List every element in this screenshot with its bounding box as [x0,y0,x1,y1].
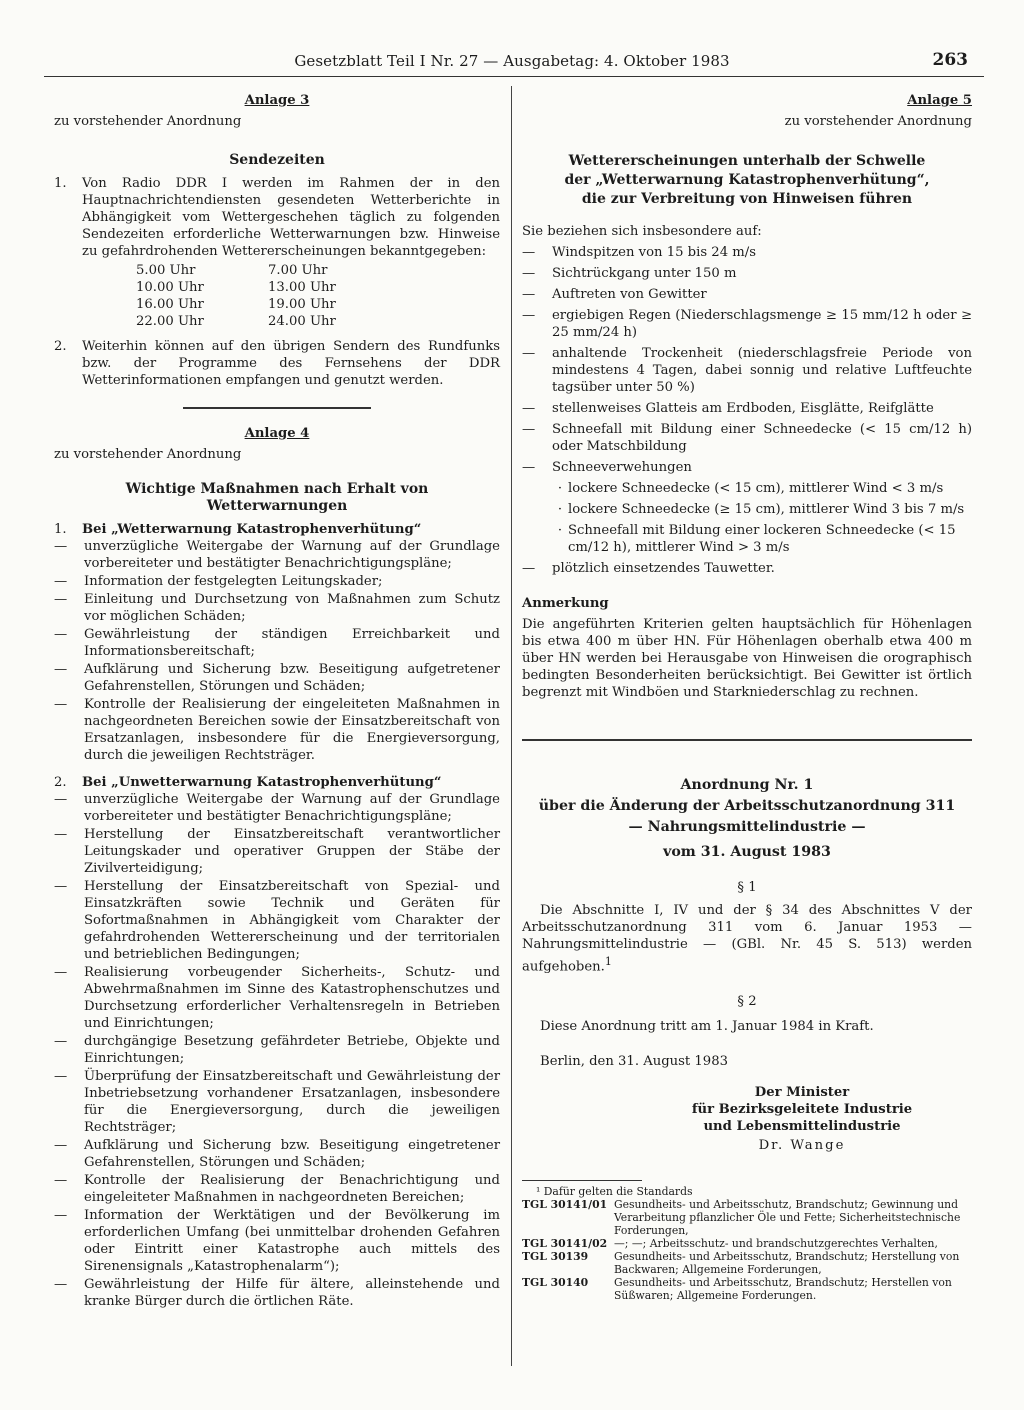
paragraph-2-text: Diese Anordnung tritt am 1. Januar 1984 in Kraft. [540,1019,874,1035]
footnote-entry: TGL 30141/02 —; —; Arbeitsschutz- und brandschutzgerechtes Verhalten, [522,1237,938,1251]
paragraph-1-heading: § 1 [737,880,757,895]
times-row: 16.00 Uhr 19.00 Uhr [136,297,336,312]
times-row: 5.00 Uhr 7.00 Uhr [136,263,328,278]
anlage3-item-2-text: Weiterhin können auf den übrigen Sendern des Rundfunks bzw. der Programme des Fernsehens der DDR Wetterinformationen empfangen und genutzt werden. [82,339,500,388]
list-item: — plötzlich einsetzendes Tauwetter. [522,561,775,576]
anlage4-sec2-heading: 2. Bei „Unwetterwarnung Katastrophenverhütung“ [54,775,442,790]
list-item: — stellenweises Glatteis am Erdboden, Eisglätte, Reifglätte [522,401,934,416]
times-row: 22.00 Uhr 24.00 Uhr [136,314,336,329]
anlage4-subtitle: zu vorstehender Anordnung [54,447,242,462]
anlage3-title: Anlage 3 [244,93,310,108]
anlage3-item-2: 2. Weiterhin können auf den übrigen Sendern des Rundfunks bzw. der Programme des Fernsehens der DDR Wetterinformationen empfangen und genutzt werden. [54,339,500,388]
list-item: — Schneefall mit Bildung einer Schneedecke (< 15 cm/12 h) oder Matschbildung [522,422,972,454]
footnote-entry: TGL 30139 Gesundheits- und Arbeitsschutz, Brandschutz; Herstellung von Backwaren; Allgemeine Forderungen, [522,1250,960,1277]
anlage5-sub-list [552,480,972,556]
anlage4-sec1-list [54,538,500,764]
list-item: — unverzügliche Weitergabe der Warnung auf der Grundlage vorbereiteter und bestätigter Benachrichtigungspläne; [54,792,500,824]
footnote-entry: TGL 30140 Gesundheits- und Arbeitsschutz, Brandschutz; Herstellen von Süßwaren; Allgemeine Forderungen. [522,1276,952,1303]
anlage5-intro: Sie beziehen sich insbesondere auf: [522,224,762,239]
anlage3-list [54,175,500,389]
header-title: Gesetzblatt Teil I Nr. 27 — Ausgabetag: 4. Oktober 1983 [294,52,730,70]
signature-name: Dr. Wange [758,1138,846,1154]
footnote-intro: ¹ Dafür gelten die Standards [536,1185,693,1199]
list-item: — unverzügliche Weitergabe der Warnung auf der Grundlage vorbereiteter und bestätigter Benachrichtigungspläne; [54,539,500,571]
paragraph-2-heading: § 2 [737,994,757,1010]
list-item: — Kontrolle der Realisierung der eingeleiteten Maßnahmen in nachgeordneten Bereichen sowie der Einsatzbereitschaft von Ersatzanlagen, insbesondere für die Energieversorgung, durch die jeweiligen Rechtsträger. [54,697,500,763]
section-divider [522,739,972,741]
anlage4-sec1-heading: 1. Bei „Wetterwarnung Katastrophenverhütung“ [54,522,422,537]
anlage4-sec1-title: Bei „Wetterwarnung Katastrophenverhütung“ [82,522,422,537]
anlage5-title: Anlage 5 [907,93,972,108]
anlage5-list [522,244,972,476]
list-item: — Gewährleistung der Hilfe für ältere, alleinstehende und kranke Bürger durch die örtlichen Räte. [54,1277,500,1309]
list-item: · lockere Schneedecke (< 15 cm), mittlerer Wind < 3 m/s [557,481,944,496]
anlage3-item-1-text: Von Radio DDR I werden im Rahmen der in den Hauptnachrichtendiensten gesendeten Wetterberichte in Abhängigkeit vom Wettergeschehen täglich zu folgenden Sendezeiten erforderliche Wetterwarnungen bzw. Hinweise zu gefahrdrohenden Wettererscheinungen bekanntgegeben: [82,176,500,259]
anlage5-subtitle: zu vorstehender Anordnung [784,114,972,129]
anlage3-heading: Sendezeiten [229,152,325,168]
page-header [0,50,1024,74]
note-text: Die angeführten Kriterien gelten hauptsächlich für Höhenlagen bis etwa 400 m über HN. Für Höhenlagen oberhalb etwa 400 m über HN werden bei Herausgabe von Hinweisen die orographisch bedingten Besonderheiten berücksichtigt. Bei Gewitter ist örtlich begrenzt mit Windböen und Starkniederschlag zu rechnen. [522,617,972,700]
list-item: · Schneefall mit Bildung einer lockeren Schneedecke (< 15 cm/12 h), mittlerer Wind > 3 m/s [557,523,956,555]
anlage4-sec2-list [54,791,500,1310]
list-item: — ergiebigen Regen (Niederschlagsmenge ≥ 15 mm/12 h oder ≥ 25 mm/24 h) [522,308,972,340]
list-item: — Information der festgelegten Leitungskader; [54,574,383,589]
anlage4-sec2-title: Bei „Unwetterwarnung Katastrophenverhütung“ [82,775,442,790]
anordnung-title: Anordnung Nr. 1 über die Änderung der Arbeitsschutzanordnung 311 — Nahrungsmittelindustrie — vom 31. August 1983 [538,777,956,860]
list-item: — Gewährleistung der ständigen Erreichbarkeit und Informationsbereitschaft; [54,627,500,659]
list-item: — Schneeverwehungen [522,460,692,475]
right-column [522,92,972,1302]
place-date: Berlin, den 31. August 1983 [540,1054,728,1070]
list-item: — Aufklärung und Sicherung bzw. Beseitigung eingetretener Gefahrenstellen, Störungen und Schäden; [54,1138,500,1170]
list-item: — Aufklärung und Sicherung bzw. Beseitigung aufgetretener Gefahrenstellen, Störungen und Schäden; [54,662,500,694]
anlage4-heading: Wichtige Maßnahmen nach Erhalt von Wetterwarnungen [125,481,429,514]
broadcast-times [136,262,500,330]
left-column [54,92,500,1311]
section-divider [183,407,371,409]
list-item: — Einleitung und Durchsetzung von Maßnahmen zum Schutz vor möglichen Schäden; [54,592,500,624]
column-divider [511,86,512,1366]
footnote-rule [522,1180,642,1181]
list-item: — Herstellung der Einsatzbereitschaft von Spezial- und Einsatzkräften sowie Technik und Geräten für Sofortmaßnahmen in Abhängigkeit vom Charakter der gefahrdrohenden Wettererscheinung und der territorialen und betrieblichen Bedingungen; [54,879,500,962]
times-row: 10.00 Uhr 13.00 Uhr [136,280,336,295]
anlage5-last-list [522,560,972,577]
list-item: — Sichtrückgang unter 150 m [522,266,737,281]
footnote-entry: TGL 30141/01 Gesundheits- und Arbeitsschutz, Brandschutz; Gewinnung und Verarbeitung pflanzlicher Öle und Fette; Sicherheitstechnische Forderungen, [522,1198,961,1238]
note-title: Anmerkung [522,596,609,611]
anlage3-subtitle: zu vorstehender Anordnung [54,114,242,129]
list-item: — anhaltende Trockenheit (niederschlagsfreie Periode von mindestens 4 Tagen, dabei sonnig und relative Luftfeuchte tagsüber unter 50 %) [522,346,972,395]
page-number: 263 [932,50,968,70]
header-rule [44,76,984,77]
footnote-marker: 1 [604,955,612,968]
anlage3-item-1: 1. Von Radio DDR I werden im Rahmen der in den Hauptnachrichtendiensten gesendeten Wetterberichte in Abhängigkeit vom Wettergeschehen täglich zu folgenden Sendezeiten erforderliche Wetterwarnungen bzw. Hinweise zu gefahrdrohenden Wettererscheinungen bekanntgegeben: 5.00 Uhr 7.00 Uhr 10.00 Uhr 13.00 Uhr 16.00 Uhr 19.00 Uhr 22.00 Uhr 24.00 Uhr [54,176,500,329]
list-item: — Auftreten von Gewitter [522,287,707,302]
list-item: — Herstellung der Einsatzbereitschaft verantwortlicher Leitungskader und operativer Gruppen der Stäbe der Zivilverteidigung; [54,827,500,876]
list-item: — Windspitzen von 15 bis 24 m/s [522,245,756,260]
paragraph-1-text: Die Abschnitte I, IV und der § 34 des Abschnittes V der Arbeitsschutzanordnung 311 vom 6. Januar 1953 — Nahrungsmittelindustrie — (GBl. Nr. 45 S. 513) werden aufgehoben.$^1$ [522,903,972,975]
footnotes [522,1185,972,1302]
list-item: — Realisierung vorbeugender Sicherheits-, Schutz- und Abwehrmaßnahmen im Sinne des Katastrophenschutzes und Durchsetzung erforderlicher Verhaltensregeln in Betrieben und Einrichtungen; [54,965,500,1031]
anlage4-title: Anlage 4 [244,426,310,441]
list-item: — Information der Werktätigen und der Bevölkerung im erforderlichen Umfang (bei unmittelbar drohenden Gefahren oder Eintritt einer Katastrophe auch mittels des Sirenensignals „Katastrophenalarm“); [54,1208,500,1274]
list-item: · lockere Schneedecke (≥ 15 cm), mittlerer Wind 3 bis 7 m/s [557,502,965,517]
anlage5-heading: Wettererscheinungen unterhalb der Schwelle der „Wetterwarnung Katastrophenverhütung“, die zur Verbreitung von Hinweisen führen [564,153,930,207]
list-item: — Überprüfung der Einsatzbereitschaft und Gewährleistung der Inbetriebsetzung vorhandener Ersatzanlagen, insbesondere für die Energieversorgung, durch die jeweiligen Rechtsträger; [54,1069,500,1135]
list-item: — durchgängige Besetzung gefährdeter Betriebe, Objekte und Einrichtungen; [54,1034,500,1066]
signature-block: Der Minister für Bezirksgeleitete Industrie und Lebensmittelindustrie Dr. Wange [672,1084,932,1154]
list-item: — Kontrolle der Realisierung der Benachrichtigung und eingeleiteter Maßnahmen in nachgeordneten Bereichen; [54,1173,500,1205]
